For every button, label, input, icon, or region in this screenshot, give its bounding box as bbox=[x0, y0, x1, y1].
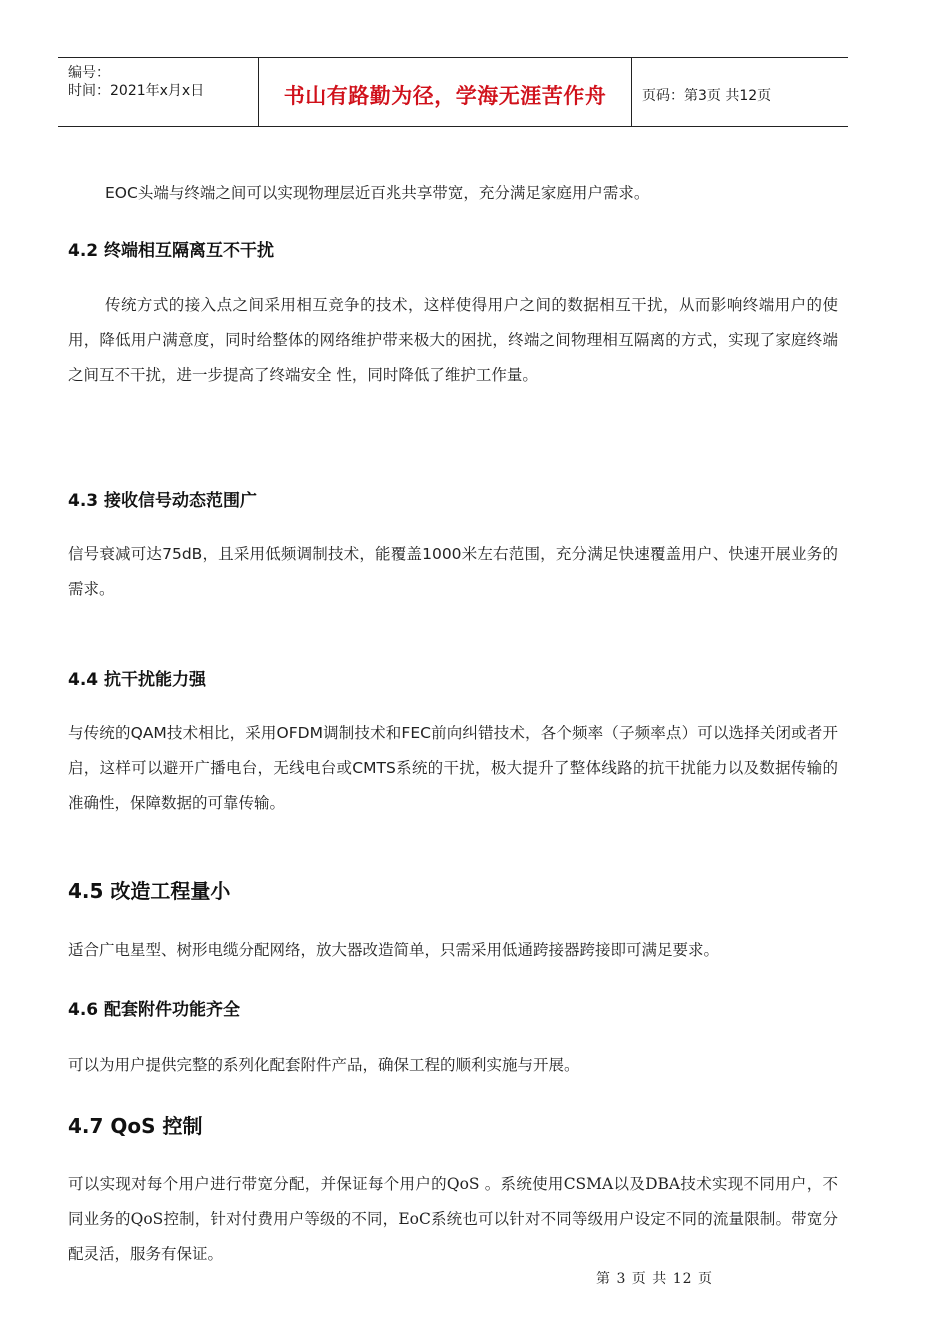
section-paragraph: 可以为用户提供完整的系列化配套附件产品，确保工程的顺利实施与开展。 bbox=[68, 1056, 580, 1074]
document-date: 时间：2021年x月x日 bbox=[68, 83, 205, 99]
section-paragraph: 与传统的QAM技术相比，采用OFDM调制技术和FEC前向纠错技术，各个频率（子频率点）可以选择关闭或者开启，这样可以避开广播电台，无线电台或CMTS系统的干扰，极大提升了整体线路的抗干扰能力以及数据传输的准确性，保障数据的可靠传输。 bbox=[68, 724, 838, 812]
section-heading: 4.4 抗干扰能力强 bbox=[68, 670, 207, 690]
page-footer: 第 3 页 共 12 页 bbox=[596, 1271, 713, 1287]
section-heading: 4.6 配套附件功能齐全 bbox=[68, 1000, 241, 1020]
header-meta-cell bbox=[58, 58, 259, 126]
header-page-info: 页码：第3页 共12页 bbox=[642, 88, 772, 104]
section-heading: 4.2 终端相互隔离互不干扰 bbox=[68, 241, 275, 261]
header-motto: 书山有路勤为径，学海无涯苦作舟 bbox=[283, 84, 607, 108]
intro-paragraph: EOC头端与终端之间可以实现物理层近百兆共享带宽，充分满足家庭用户需求。 bbox=[105, 184, 650, 202]
section-heading: 4.5 改造工程量小 bbox=[68, 879, 231, 903]
section-paragraph: 可以实现对每个用户进行带宽分配，并保证每个用户的QoS 。系统使用CSMA以及DBA技术实现不同用户，不同业务的QoS控制，针对付费用户等级的不同，EoC系统也可以针对不同等级用户设定不同的流量限制。带宽分配灵活，服务有保证。 bbox=[68, 1175, 838, 1263]
section-heading: 4.3 接收信号动态范围广 bbox=[68, 491, 258, 511]
section-heading: 4.7 QoS 控制 bbox=[68, 1114, 203, 1138]
header-page-cell bbox=[632, 58, 848, 126]
header-motto-cell bbox=[259, 58, 632, 126]
section-paragraph: 信号衰减可达75dB，且采用低频调制技术，能覆盖1000米左右范围，充分满足快速覆盖用户、快速开展业务的需求。 bbox=[68, 545, 838, 598]
page-header bbox=[58, 57, 848, 127]
section-paragraph: 传统方式的接入点之间采用相互竞争的技术，这样使得用户之间的数据相互干扰，从而影响终端用户的使用，降低用户满意度，同时给整体的网络维护带来极大的困扰，终端之间物理相互隔离的方式，实现了家庭终端之间互不干扰，进一步提高了终端安全 性，同时降低了维护工作量。 bbox=[68, 296, 838, 384]
section-paragraph: 适合广电星型、树形电缆分配网络，放大器改造简单，只需采用低通跨接器跨接即可满足要求。 bbox=[68, 941, 720, 959]
document-number-label: 编号： bbox=[68, 65, 110, 81]
